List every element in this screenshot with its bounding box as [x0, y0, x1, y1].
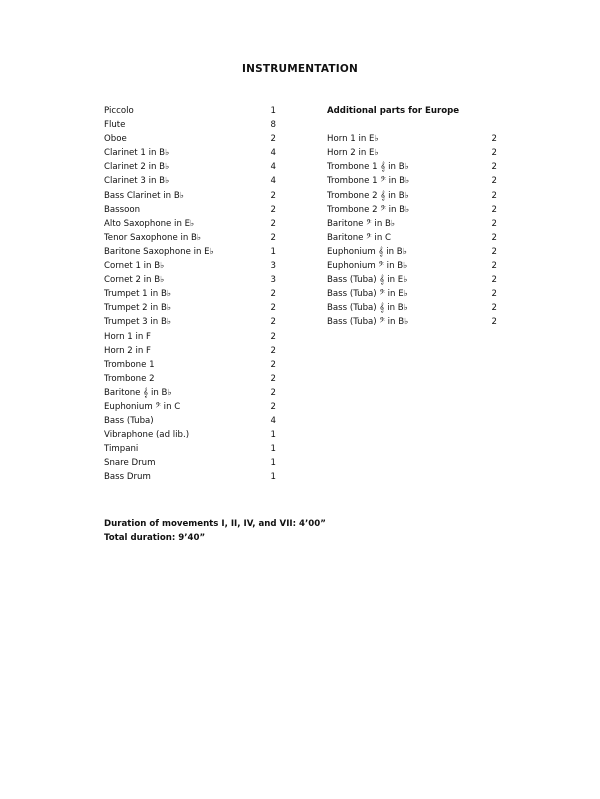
list-item	[327, 132, 497, 146]
list-item	[104, 442, 276, 456]
list-item	[104, 372, 276, 386]
list-item	[104, 118, 276, 132]
part-count: 2	[270, 190, 276, 201]
part-count: 2	[270, 345, 276, 356]
part-count: 2	[491, 190, 497, 201]
instrument-name: Trumpet 1 in B♭	[104, 289, 171, 300]
instrument-name: Trombone 2 𝄢 in B♭	[327, 204, 410, 215]
part-count: 2	[270, 317, 276, 328]
list-item	[104, 146, 276, 160]
part-count: 2	[270, 289, 276, 300]
instrument-name: Bass (Tuba) 𝄢 in E♭	[327, 289, 408, 300]
instrument-name: Timpani	[104, 444, 139, 455]
list-spacer	[327, 118, 497, 132]
part-count: 2	[491, 148, 497, 159]
part-count: 2	[491, 218, 497, 229]
list-item	[104, 358, 276, 372]
total-duration: Total duration: 9’40”	[104, 532, 206, 543]
list-item	[104, 428, 276, 442]
instrument-name: Euphonium 𝄢 in C	[104, 401, 181, 412]
part-count: 3	[270, 261, 276, 272]
instrument-name: Trombone 2 𝄞 in B♭	[327, 190, 409, 201]
list-item	[104, 203, 276, 217]
part-count: 2	[270, 204, 276, 215]
part-count: 1	[270, 444, 276, 455]
instrument-name: Bass (Tuba)	[104, 416, 154, 427]
list-item	[104, 273, 276, 287]
instrument-name: Bass (Tuba) 𝄞 in E♭	[327, 275, 408, 286]
list-item	[327, 273, 497, 287]
instrument-name: Vibraphone (ad lib.)	[104, 430, 190, 441]
list-item	[104, 400, 276, 414]
instrument-name: Snare Drum	[104, 458, 156, 469]
list-item	[327, 259, 497, 273]
list-item	[104, 174, 276, 188]
instrument-name: Trombone 1 𝄞 in B♭	[327, 162, 409, 173]
movement-duration: Duration of movements I, II, IV, and VII: 4’00”	[104, 519, 326, 529]
part-count: 1	[270, 458, 276, 469]
list-item	[327, 160, 497, 174]
list-item	[327, 203, 497, 217]
part-count: 2	[491, 204, 497, 215]
list-item	[327, 301, 497, 315]
part-count: 4	[270, 148, 276, 159]
list-item	[104, 330, 276, 344]
list-item	[104, 414, 276, 428]
instrument-name: Bassoon	[104, 204, 141, 215]
instrument-list	[104, 104, 276, 485]
duration-info	[104, 518, 326, 545]
list-item	[327, 174, 497, 188]
page-title: INSTRUMENTATION	[242, 63, 358, 75]
part-count: 2	[491, 317, 497, 328]
list-item	[104, 231, 276, 245]
instrument-name: Trombone 1	[104, 359, 155, 370]
part-count: 2	[491, 246, 497, 257]
list-item	[104, 456, 276, 470]
list-item	[104, 259, 276, 273]
part-count: 2	[270, 218, 276, 229]
part-count: 2	[491, 275, 497, 286]
list-item	[327, 189, 497, 203]
instrument-name: Cornet 1 in B♭	[104, 261, 165, 272]
instrument-name: Bass (Tuba) 𝄞 in B♭	[327, 303, 408, 314]
additional-parts-list	[327, 104, 497, 330]
list-item	[327, 287, 497, 301]
instrument-name: Cornet 2 in B♭	[104, 275, 165, 286]
list-item	[327, 146, 497, 160]
part-count: 3	[270, 275, 276, 286]
list-item	[327, 217, 497, 231]
part-count: 4	[270, 176, 276, 187]
instrument-name: Horn 2 in F	[104, 345, 151, 356]
part-count: 2	[270, 232, 276, 243]
part-count: 2	[270, 373, 276, 384]
part-count: 1	[270, 246, 276, 257]
instrument-name: Alto Saxophone in E♭	[104, 218, 195, 229]
instrument-name: Bass Drum	[104, 472, 151, 483]
part-count: 4	[270, 162, 276, 173]
list-item	[104, 315, 276, 329]
part-count: 2	[270, 331, 276, 342]
list-item	[104, 104, 276, 118]
list-item	[104, 245, 276, 259]
list-item	[104, 470, 276, 484]
instrument-name: Baritone 𝄞 in B♭	[104, 387, 172, 398]
instrument-name: Horn 2 in E♭	[327, 148, 379, 159]
part-count: 2	[491, 303, 497, 314]
part-count: 2	[270, 303, 276, 314]
part-count: 2	[491, 289, 497, 300]
part-count: 4	[270, 416, 276, 427]
instrument-name: Horn 1 in E♭	[327, 134, 379, 145]
instrument-name: Horn 1 in F	[104, 331, 151, 342]
instrument-name: Baritone 𝄢 in B♭	[327, 218, 395, 229]
instrument-name: Trumpet 3 in B♭	[104, 317, 171, 328]
list-item	[104, 344, 276, 358]
instrument-name: Euphonium 𝄞 in B♭	[327, 246, 407, 257]
part-count: 2	[491, 134, 497, 145]
instrument-name: Trombone 1 𝄢 in B♭	[327, 176, 410, 187]
instrument-name: Tenor Saxophone in B♭	[104, 232, 201, 243]
part-count: 8	[270, 120, 276, 131]
instrument-name: Piccolo	[104, 106, 134, 116]
part-count: 2	[270, 359, 276, 370]
list-item	[104, 132, 276, 146]
list-item	[104, 287, 276, 301]
instrument-name: Trumpet 2 in B♭	[104, 303, 171, 314]
part-count: 2	[491, 232, 497, 243]
part-count: 1	[270, 106, 276, 116]
instrument-name: Baritone 𝄢 in C	[327, 232, 391, 243]
instrument-name: Bass Clarinet in B♭	[104, 190, 184, 201]
list-item	[327, 315, 497, 329]
instrument-name: Euphonium 𝄢 in B♭	[327, 261, 408, 272]
part-count: 2	[270, 401, 276, 412]
instrument-name: Clarinet 2 in B♭	[104, 162, 170, 173]
part-count: 2	[491, 162, 497, 173]
instrument-name: Trombone 2	[104, 373, 155, 384]
additional-parts-heading: Additional parts for Europe	[327, 106, 460, 116]
part-count: 2	[270, 134, 276, 145]
part-count: 1	[270, 430, 276, 441]
instrument-name: Clarinet 1 in B♭	[104, 148, 170, 159]
instrument-name: Flute	[104, 120, 126, 131]
part-count: 2	[491, 176, 497, 187]
list-item	[104, 160, 276, 174]
part-count: 1	[270, 472, 276, 483]
list-item	[104, 217, 276, 231]
list-item	[104, 301, 276, 315]
instrument-name: Bass (Tuba) 𝄢 in B♭	[327, 317, 409, 328]
instrument-name: Baritone Saxophone in E♭	[104, 246, 214, 257]
part-count: 2	[270, 387, 276, 398]
instrument-name: Clarinet 3 in B♭	[104, 176, 170, 187]
list-item	[327, 245, 497, 259]
part-count: 2	[491, 261, 497, 272]
list-item	[104, 189, 276, 203]
instrument-name: Oboe	[104, 134, 127, 145]
list-item	[104, 386, 276, 400]
list-item	[327, 231, 497, 245]
